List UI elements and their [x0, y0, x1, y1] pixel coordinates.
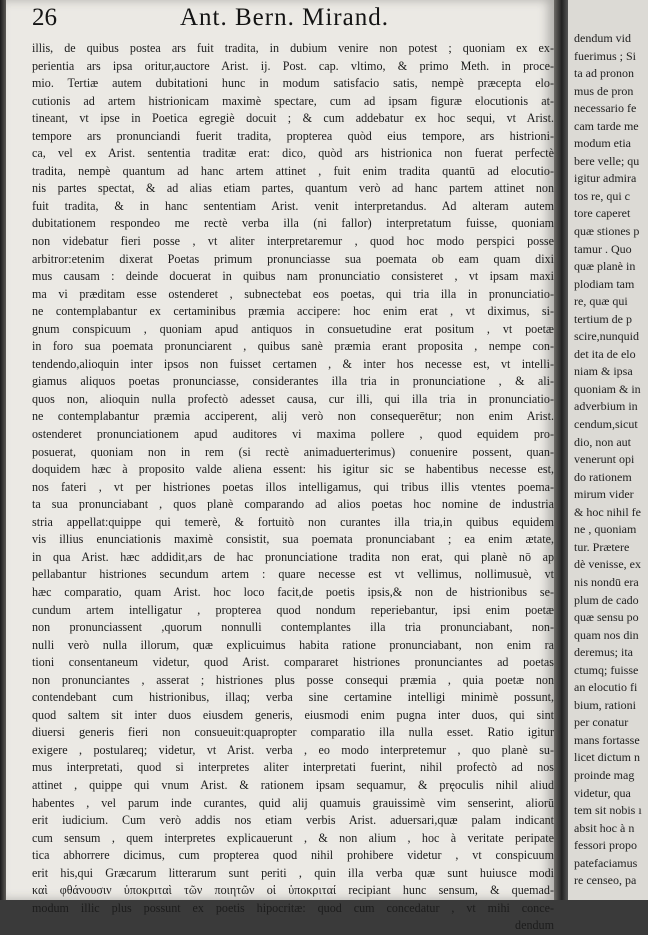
right-page-line: necessario fe [574, 101, 637, 116]
text-line: dubitationem respondeo me rectè verba illa (ni fallor) interpretatum fuisse, quoniam [32, 216, 554, 231]
right-page-line: ctumq; fuisse [574, 662, 639, 677]
right-page-line: cendum,sicut [574, 417, 638, 432]
text-line: dendum [515, 918, 554, 933]
right-page-line: quoniam & in [574, 381, 641, 396]
page-number: 26 [32, 4, 57, 31]
text-line: non pronunciantes , asserat ; histriones plus posse consequi præmia , quia poetæ non [32, 672, 554, 687]
right-page-line: deremus; ita [574, 645, 633, 660]
right-page-line: licet dictum n [574, 750, 640, 765]
body-text [32, 40, 554, 935]
right-page-line: fuerimus ; Si [574, 48, 636, 63]
right-page-line: igitur admira [574, 171, 637, 186]
text-line: modum illic plus possunt ex poetis hipocritæ: quod cum concedatur , vt mihi conce- [32, 900, 554, 915]
text-line: ta sua pronunciabant , quos planè comparando ad alios poetas hoc nomine de industria [32, 497, 554, 512]
right-page-line: tur. Prætere [574, 539, 630, 554]
right-page-line: tore caperet [574, 206, 631, 221]
text-line: tineant, vt ipse in Poetica egregiè docuit ; & cum addebatur ex hoc sequi, vt Arist. [32, 111, 554, 126]
text-line: mio. Tertiæ autem dubitationi hunc in modum satisfacio satis, nempè præcepta elo- [32, 76, 554, 91]
right-page-line: mus de pron [574, 83, 634, 98]
page-header [30, 4, 550, 40]
text-line: in foro sua poemata pronunciarent , quibus sanè præmia erant proposita , nempe con- [32, 339, 554, 354]
right-page-line: mans fortasse [574, 732, 640, 747]
right-page-line: cam tarde me [574, 118, 639, 133]
right-page-line: proinde mag [574, 767, 635, 782]
right-page-line: modum etia [574, 136, 631, 151]
running-head: Ant. Bern. Mirand. [180, 4, 389, 31]
text-line: giamus aliquos poetas pronunciasse, considerantes illa tria in pronunciatione , & ali- [32, 374, 554, 389]
text-line: doquidem hæc à proposito valde aliena essent: his igitur sic se habentibus necesse est, [32, 462, 554, 477]
text-line: καὶ φθάνουσιν ὑποκριταὶ τῶν ποιητῶν οἱ ὑποκριταί recipiant hunc sensum, & quemad- [32, 883, 554, 898]
text-line: tempore ars pronunciandi fuerit tradita, propterea quòd eius tempore, ars histrioni- [32, 128, 554, 143]
right-page-line: nis nondū era [574, 574, 639, 589]
right-page-line: dè venisse, ex [574, 557, 641, 572]
right-page-line: det ita de elo [574, 346, 636, 361]
right-page-line: quam nos din [574, 627, 639, 642]
right-page-lines [568, 30, 642, 890]
text-line: cutionis ad artem histrionicam maximè spectare, cum ad ipsam figuræ elocutionis at- [32, 93, 554, 108]
right-page-line: mirum vider [574, 487, 634, 502]
right-page-line: per conatur [574, 715, 629, 730]
text-line: ca, vel ex Arist. sententia traditæ erat: dico, quòd ars histrionica non fuerat perfectè [32, 146, 554, 161]
text-line: diuersi generis fieri non consueuit:quapropter comparatio illa nulla esset. Ratio igitur [32, 725, 554, 740]
text-line: quos non, alioquin nulla profectò adesset causa, cur illi, qui illa tria in pronunciatio- [32, 391, 554, 406]
text-line: pellabantur histriones secundum artem : quare necesse est vt vellimus, nollimusuè, vt [32, 567, 554, 582]
right-page-line: niam & ipsa [574, 364, 633, 379]
text-line: nos fateri , vt per histriones poetas illos intelligamus, qui tribus illis vtentes poema- [32, 479, 554, 494]
text-line: habentes , vel parum inde curantes, quid alij quamuis grauissimè vim senserint, aliorū [32, 795, 554, 810]
text-line: ne contemplabantur præmia acciperent, alij verò non consequerētur; non enim Arist. [32, 409, 554, 424]
left-page [6, 0, 554, 933]
right-page-line: bium, rationi [574, 697, 636, 712]
text-line: exigere , postulareq; videtur, vt Arist. verba , eo modo interpretemur , quo planè su- [32, 742, 554, 757]
right-page-line: tem sit nobis ı [574, 803, 642, 818]
text-line: tradita, nempè quantum ad hanc artem attinet , fuit enim tradita quantū ad elocutio- [32, 163, 554, 178]
right-page-line: re, quæ qui [574, 294, 628, 309]
right-page-line: plum de cado [574, 592, 639, 607]
text-line: cundum artem intelligatur , propterea quod nondum reperiebantur, ipsi enim poetæ [32, 602, 554, 617]
right-page-line: ne , quoniam [574, 522, 637, 537]
right-page-line: bere velle; qu [574, 153, 640, 168]
right-page-line: tamur . Quo [574, 241, 632, 256]
text-line: nulli verò nulla illorum, quæ explicuimus habita ratione pronunciabant, non enim ra [32, 637, 554, 652]
text-line: tioni consentaneum videtur, quod Arist. compararet histriones pronunciantes ad poetas [32, 655, 554, 670]
text-line: ne contemplabantur ex certaminibus præmia accipere: hoc enim erat , vt diximus, si- [32, 304, 554, 319]
right-page-line: videtur, qua [574, 785, 631, 800]
right-page-line: fessori propo [574, 838, 637, 853]
right-page-line: & hoc nihil fe [574, 504, 641, 519]
text-line: non videbatur fieri posse , vt aliter interpretaremur , quod hoc modo perspici posse [32, 234, 554, 249]
text-line: mus causam : deinde docuerat in quibus nam pronunciatio consisteret , vt ipsam maxi [32, 269, 554, 284]
right-page-fragment [568, 0, 648, 900]
text-line: erit his,qui Græcarum litterarum sunt periti , quin illa verba quæ sunt huiusce modi [32, 865, 554, 880]
right-page-line: ta ad pronon [574, 66, 634, 81]
right-page-line: adverbium in [574, 399, 638, 414]
right-page-line: dio, non aut [574, 434, 631, 449]
text-line: fuit tradita, & in hanc sententiam Arist. venit interpretandus. Ad alteram autem [32, 198, 554, 213]
right-page-line: patefaciamus [574, 855, 638, 870]
text-line: hæc comparatio, quam Arist. hoc loco facit,de poetis ipsis,& non de histrionibus se- [32, 584, 554, 599]
text-line: tica abhorrere dicimus, cum propterea quod nihil prohibere videtur , vt conspicuum [32, 848, 554, 863]
right-page-line: scire,nunquid [574, 329, 639, 344]
right-page-line: dendum vid [574, 31, 631, 45]
right-page-line: quæ sensu po [574, 610, 639, 625]
right-page-line: tos re, qui c [574, 188, 630, 203]
text-line: contendebant cum histrionibus, illaq; verba sine certamine intelligi minimè possunt, [32, 690, 554, 705]
text-line: nis partes spectat, & ad alias etiam partes, quantum verò ad hanc partem attinet non [32, 181, 554, 196]
text-line: vis illius enunciationis maximè consistit, sua poemata pronunciabant ; ea enim ætate, [32, 532, 554, 547]
right-page-line: tertium de p [574, 311, 632, 326]
text-line: mus interpretati, quod si interpretes aliter interpretati fuerint, nihil profectò ad nos [32, 760, 554, 775]
text-line: in qua Arist. hæc addidit,ars de hac pronunciatione tradita non erat, qui planè nō ap [32, 549, 554, 564]
text-line: arbitror:etenim dixerat Poetas primum pronunciasse sua poemata ob eam quam dixi [32, 251, 554, 266]
text-line: ma vi præditam esse ostenderet , subnectebat eos poetas, qui tria illa in pronunciatio- [32, 286, 554, 301]
right-page-line: venerunt opi [574, 452, 635, 467]
text-line: illis, de quibus postea ars fuit tradita, in dubium venire non potest ; quoniam ex ex- [32, 41, 554, 55]
right-page-line: plodiam tam [574, 276, 635, 291]
right-page-line: an elocutio fi [574, 680, 638, 695]
right-page-line: re censeo, pa [574, 873, 637, 888]
book-gutter [554, 0, 568, 900]
right-page-line: do rationem [574, 469, 632, 484]
text-line: posuerat, quoniam non in rem (si rectè animaduerterimus) conuenire possent, quan- [32, 444, 554, 459]
text-line: cum sensum , quem interpretes explicauerunt , & non alium , hoc à veritate peripate [32, 830, 554, 845]
text-line: attinet , quippe qui vnum Arist. & rationem ipsam sequamur, & pręoculis nihil aliud [32, 777, 554, 792]
text-line: stria appellat:quippe qui temerè, & fortuitò non curantes illa tria,in quibus equidem [32, 514, 554, 529]
text-line: quod saltem sit inter duos eiusdem generis, eiusmodi enim pugna inter duos, qui sint [32, 707, 554, 722]
text-line: tendendo,alioquin inter ipsos non fuisset certamen , & inter hos necesse est, vt intelli- [32, 356, 554, 371]
text-line: gnum conspicuum , quoniam apud antiquos in consuetudine erat positum , vt poetæ [32, 321, 554, 336]
right-page-line: absit hoc à n [574, 820, 635, 835]
right-page-line: quæ stiones p [574, 224, 640, 239]
right-page-line: quæ planè in [574, 259, 636, 274]
text-line: non pronunciassent ,quorum nonnulli contemplantes illa tria pronunciabant, non- [32, 620, 554, 635]
text-line: perientia ars ipsa oritur,auctore Arist. ij. Post. cap. vltimo, & primo Meth. in proce- [32, 58, 554, 73]
text-line: ostenderet pronunciationem apud auditores vi maxima pollere , quod equidem pro- [32, 427, 554, 442]
text-line: erit iudicium. Cum verò addis nos etiam verbis Arist. aduersari,quæ palam indicant [32, 813, 554, 828]
